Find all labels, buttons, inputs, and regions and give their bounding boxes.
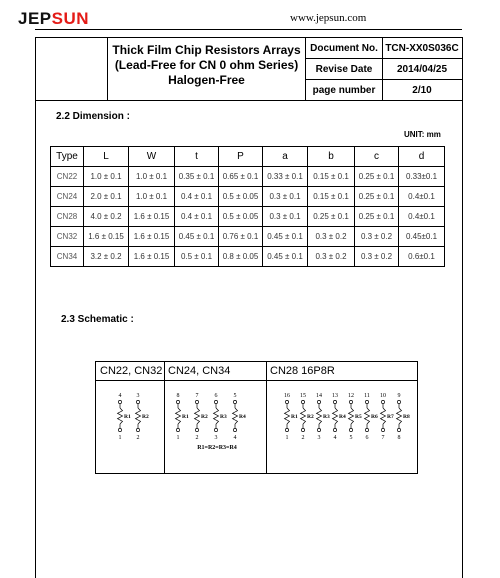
title-line-3: Halogen-Free (168, 73, 245, 87)
pin-terminal (176, 428, 179, 431)
pin-terminal (214, 428, 217, 431)
pin-label: 2 (136, 435, 140, 441)
pin-label: 5 (349, 435, 353, 441)
pin-label: 8 (397, 435, 401, 441)
col-header: W (129, 147, 175, 167)
resistor-symbol (381, 408, 386, 424)
resistor-symbol (365, 408, 370, 424)
cell: 0.76 ± 0.1 (219, 227, 263, 247)
dimension-table (50, 146, 445, 267)
pin-terminal (333, 400, 336, 403)
title-line-2: (Lead-Free for CN 0 ohm Series) (114, 58, 299, 72)
col-header: c (355, 147, 399, 167)
resistor-equality-note: R1=R2=R3=R4 (197, 445, 237, 451)
pin-label: 3 (136, 393, 140, 399)
pin-label: 2 (195, 435, 199, 441)
cell: 4.0 ± 0.2 (84, 207, 129, 227)
pin-label: 16 (284, 393, 290, 399)
meta-label: Revise Date (305, 59, 383, 79)
pin-label: 7 (195, 393, 199, 399)
pin-terminal (381, 428, 384, 431)
resistor-symbol (214, 408, 219, 424)
cell: 1.0 ± 0.1 (84, 167, 129, 187)
cell: 0.25 ± 0.1 (355, 167, 399, 187)
cell: CN24 (51, 187, 84, 207)
meta-row-revise-date (305, 59, 462, 80)
resistor-symbol (176, 408, 181, 424)
cell: 0.33 ± 0.1 (263, 167, 308, 187)
pin-label: 1 (285, 435, 289, 441)
cell: 2.0 ± 0.1 (84, 187, 129, 207)
pin-label: 1 (118, 435, 122, 441)
cell: 0.3 ± 0.2 (308, 227, 355, 247)
document-meta (305, 38, 462, 100)
pin-terminal (195, 400, 198, 403)
website-url[interactable]: www.jepsun.com (290, 12, 367, 24)
cell: 1.0 ± 0.1 (129, 187, 175, 207)
pin-terminal (214, 400, 217, 403)
pin-label: 7 (381, 435, 385, 441)
cell: 1.6 ± 0.15 (129, 207, 175, 227)
resistor-label: R1 (291, 414, 298, 420)
pin-label: 10 (380, 393, 386, 399)
cell: 0.4 ± 0.1 (175, 207, 219, 227)
pin-terminal (317, 428, 320, 431)
cell: 0.25 ± 0.1 (355, 187, 399, 207)
pin-label: 14 (316, 393, 322, 399)
resistor-symbol (317, 408, 322, 424)
col-header: d (399, 147, 445, 167)
resistor-symbol (285, 408, 290, 424)
pin-terminal (317, 400, 320, 403)
document-header (36, 38, 462, 101)
resistor-label: R5 (355, 414, 362, 420)
panel-title-cn22: CN22, CN32 (100, 365, 163, 377)
pin-terminal (233, 400, 236, 403)
pin-label: 13 (332, 393, 338, 399)
meta-value: TCN-XX0S036C (385, 42, 459, 54)
resistor-symbol (136, 408, 141, 424)
pin-terminal (285, 428, 288, 431)
cell: 0.4±0.1 (399, 207, 445, 227)
resistor-label: R3 (323, 414, 330, 420)
unit-label: UNIT: mm (404, 130, 441, 139)
company-logo (18, 9, 89, 29)
pin-terminal (285, 400, 288, 403)
resistor-label: R2 (201, 414, 208, 420)
meta-row-page-number (305, 80, 462, 100)
pin-label: 3 (214, 435, 218, 441)
cell: 0.3 ± 0.2 (355, 227, 399, 247)
resistor-label: R8 (403, 414, 410, 420)
resistor-label: R3 (220, 414, 227, 420)
dimension-heading: 2.2 Dimension : (56, 111, 130, 122)
pin-label: 2 (301, 435, 305, 441)
col-header: t (175, 147, 219, 167)
pin-terminal (136, 400, 139, 403)
cell: 0.8 ± 0.05 (219, 247, 263, 267)
pin-terminal (349, 428, 352, 431)
col-header: Type (51, 147, 84, 167)
cell: 0.45 ± 0.1 (175, 227, 219, 247)
table-row (51, 167, 445, 187)
title-line-1: Thick Film Chip Resistors Arrays (112, 43, 301, 57)
cell: 0.15 ± 0.1 (308, 187, 355, 207)
cell: 0.4 ± 0.1 (175, 187, 219, 207)
panel-title-cn24: CN24, CN34 (168, 365, 231, 377)
pin-label: 4 (233, 435, 237, 441)
cell: CN34 (51, 247, 84, 267)
resistor-symbol (397, 408, 402, 424)
resistor-label: R4 (339, 414, 346, 420)
cell: CN32 (51, 227, 84, 247)
cell: CN28 (51, 207, 84, 227)
table-row (51, 227, 445, 247)
cell: 0.5 ± 0.05 (219, 207, 263, 227)
col-header: a (263, 147, 308, 167)
cell: 0.45 ± 0.1 (263, 227, 308, 247)
table-row (51, 207, 445, 227)
cell: 0.33±0.1 (399, 167, 445, 187)
col-header: b (308, 147, 355, 167)
pin-terminal (195, 428, 198, 431)
resistor-symbol (349, 408, 354, 424)
cell: 0.25 ± 0.1 (308, 207, 355, 227)
col-header: P (219, 147, 263, 167)
cell: 0.3 ± 0.2 (355, 247, 399, 267)
header-rule (35, 29, 462, 30)
cell: 0.3 ± 0.2 (308, 247, 355, 267)
pin-label: 12 (348, 393, 354, 399)
resistor-label: R1 (124, 414, 131, 420)
pin-terminal (365, 400, 368, 403)
pin-terminal (397, 428, 400, 431)
cell: 0.45 ± 0.1 (263, 247, 308, 267)
schematic-heading: 2.3 Schematic : (61, 314, 134, 325)
cell: 0.45±0.1 (399, 227, 445, 247)
cell: 1.0 ± 0.1 (129, 167, 175, 187)
table-row (51, 247, 445, 267)
pin-terminal (365, 428, 368, 431)
resistor-symbol (118, 408, 123, 424)
resistor-label: R4 (239, 414, 246, 420)
cell: 0.6±0.1 (399, 247, 445, 267)
pin-terminal (176, 400, 179, 403)
meta-value: 2014/04/25 (396, 63, 448, 75)
resistor-label: R2 (307, 414, 314, 420)
pin-label: 4 (333, 435, 337, 441)
pin-terminal (301, 428, 304, 431)
header-blank-cell (36, 38, 108, 100)
resistor-label: R2 (142, 414, 149, 420)
cell: 1.6 ± 0.15 (129, 247, 175, 267)
pin-label: 3 (317, 435, 321, 441)
resistor-symbol (233, 408, 238, 424)
pin-terminal (136, 428, 139, 431)
cell: 1.6 ± 0.15 (84, 227, 129, 247)
cell: 3.2 ± 0.2 (84, 247, 129, 267)
resistor-label: R6 (371, 414, 378, 420)
document-title (108, 43, 305, 88)
pin-terminal (333, 428, 336, 431)
meta-label: page number (305, 80, 383, 100)
cell: 1.6 ± 0.15 (129, 227, 175, 247)
resistor-symbol (195, 408, 200, 424)
logo-part-2: SUN (51, 9, 90, 28)
pin-label: 1 (176, 435, 180, 441)
meta-value: 2/10 (412, 84, 432, 96)
pin-terminal (349, 400, 352, 403)
cell: CN22 (51, 167, 84, 187)
pin-label: 8 (176, 393, 180, 399)
pin-label: 9 (397, 393, 401, 399)
cell: 0.35 ± 0.1 (175, 167, 219, 187)
pin-terminal (118, 428, 121, 431)
pin-terminal (301, 400, 304, 403)
pin-terminal (397, 400, 400, 403)
resistor-label: R1 (182, 414, 189, 420)
resistor-symbol (333, 408, 338, 424)
resistor-label: R7 (387, 414, 394, 420)
pin-label: 4 (118, 393, 122, 399)
logo-part-1: JEP (18, 9, 52, 28)
pin-label: 6 (214, 393, 218, 399)
cell: 0.5 ± 0.05 (219, 187, 263, 207)
cell: 0.5 ± 0.1 (175, 247, 219, 267)
col-header: L (84, 147, 129, 167)
pin-terminal (118, 400, 121, 403)
cell: 0.15 ± 0.1 (308, 167, 355, 187)
schematic-diagram (95, 361, 418, 474)
cell: 0.3 ± 0.1 (263, 207, 308, 227)
cell: 0.4±0.1 (399, 187, 445, 207)
pin-label: 11 (364, 393, 370, 399)
cell: 0.3 ± 0.1 (263, 187, 308, 207)
meta-row-document-no (305, 38, 462, 59)
pin-label: 5 (233, 393, 237, 399)
schematic-drawing (96, 381, 417, 473)
cell: 0.65 ± 0.1 (219, 167, 263, 187)
pin-label: 6 (365, 435, 369, 441)
table-row (51, 187, 445, 207)
meta-label: Document No. (305, 38, 383, 58)
panel-title-cn28: CN28 16P8R (270, 365, 335, 377)
pin-terminal (381, 400, 384, 403)
cell: 0.25 ± 0.1 (355, 207, 399, 227)
pin-terminal (233, 428, 236, 431)
pin-label: 15 (300, 393, 306, 399)
table-header-row (51, 147, 445, 167)
resistor-symbol (301, 408, 306, 424)
